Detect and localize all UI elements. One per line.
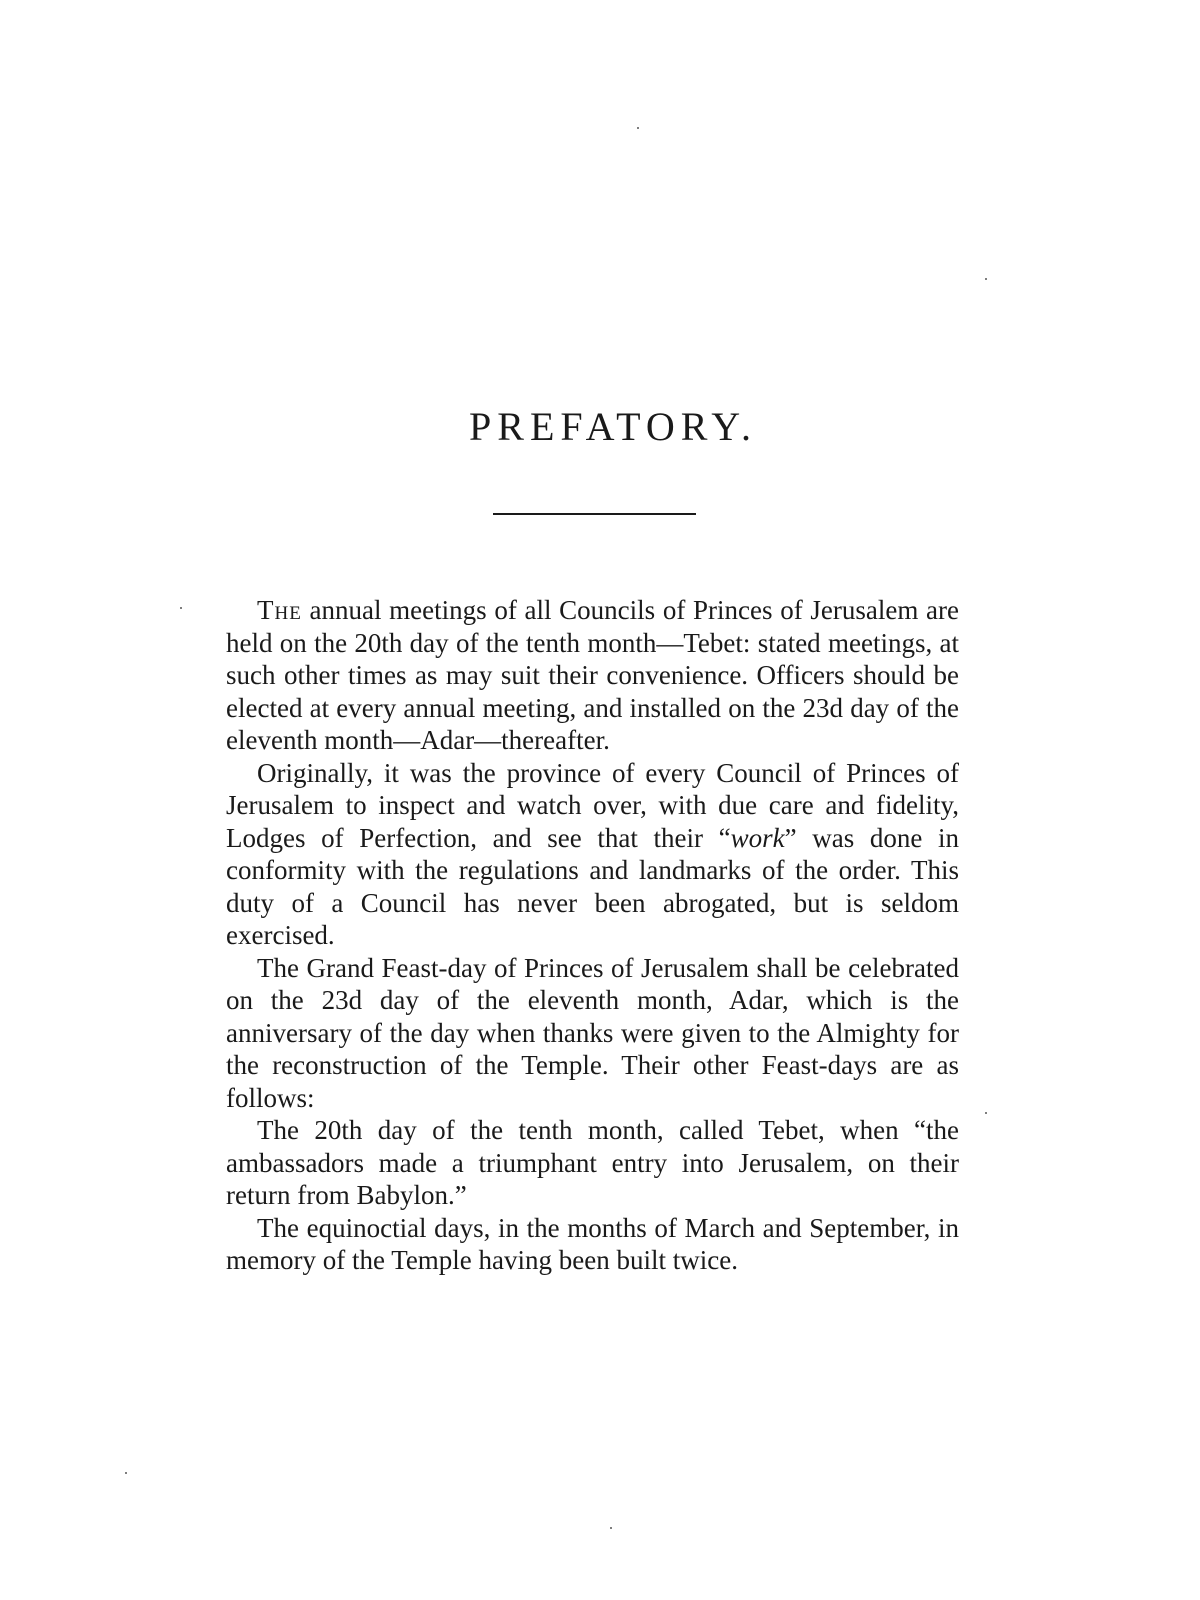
paragraph-text: The 20th day of the tenth month, called Tebet, when “the ambassadors made a triumphant entry into Jerusalem, on their return from Babylon.” <box>226 1115 959 1210</box>
paragraph-grand-feast-day <box>226 952 959 1115</box>
paragraph-text: The equinoctial days, in the months of March and September, in memory of the Temple having been built twice. <box>226 1212 959 1275</box>
paragraph-text: ” was done in conformity with the regulations and landmarks of the order. This duty of a Council has never been abrogated, but is seldom exercised. <box>226 822 959 950</box>
paragraph-text: Originally, it was the province of every Council of Princes of Jerusalem to inspect and watch over, with due care and fidelity, Lodges of Perfection, and see that their “ <box>226 757 959 853</box>
scan-speck <box>985 1112 987 1114</box>
paragraph-province <box>226 757 959 952</box>
paragraph-tebet <box>226 1114 959 1212</box>
emphasis-word: work <box>730 822 785 853</box>
scan-speck <box>125 1472 127 1474</box>
paragraph-text: annual meetings of all Councils of Princes of Jerusalem are held on the 20th day of the tenth month—Tebet: stated meetings, at such other times as may suit their convenience. Officers should be elected at every annual meeting, and installed on the 23d day of the eleventh month—Adar—thereafter. <box>226 595 959 755</box>
lead-word: The <box>257 595 302 625</box>
scan-speck <box>180 607 182 609</box>
paragraph-text: The Grand Feast-day of Princes of Jerusalem shall be celebrated on the 23d day of the eleventh month, Adar, which is the anniversary of the day when thanks were given to the Almighty for the reconstruction of the Temple. Their other Feast-days are as follows: <box>226 952 959 1113</box>
scan-speck <box>985 278 987 280</box>
scan-speck <box>637 127 639 129</box>
title-divider <box>493 513 696 515</box>
paragraph-equinoctial-days <box>226 1212 959 1277</box>
body-text <box>226 594 959 1277</box>
scan-speck <box>610 1527 612 1529</box>
page-title: PREFATORY. <box>469 404 757 449</box>
paragraph-annual-meetings <box>226 594 959 757</box>
